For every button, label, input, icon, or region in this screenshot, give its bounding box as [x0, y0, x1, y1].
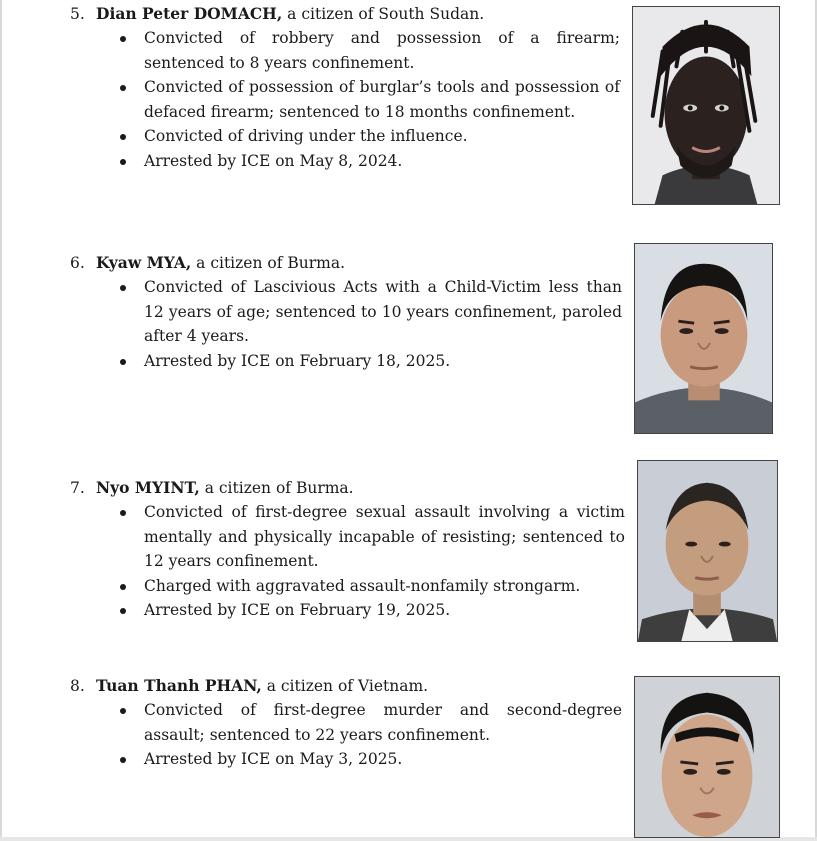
entry-heading [70, 2, 484, 26]
mugshot-photo [634, 243, 773, 434]
list-item: Convicted of first-degree sexual assault involving a victim mentally and physically incapable of resisting; sentenced to 12 years confinement. [118, 500, 625, 574]
list-item: Arrested by ICE on May 3, 2025. [118, 747, 622, 772]
citizenship-text: a citizen of South Sudan. [282, 5, 485, 23]
list-item: Convicted of robbery and possession of a firearm; sentenced to 8 years confinement. [118, 26, 620, 75]
list-item: Arrested by ICE on May 8, 2024. [118, 149, 620, 174]
person-name: Tuan Thanh PHAN, [96, 676, 262, 695]
list-item: Convicted of possession of burglar’s tools and possession of defaced firearm; sentenced to 18 months confinement. [118, 75, 620, 124]
bullet-list [118, 698, 622, 772]
entry-number: 8. [70, 677, 85, 695]
list-item: Charged with aggravated assault-nonfamily strongarm. [118, 574, 625, 599]
person-name: Dian Peter DOMACH, [96, 4, 283, 23]
entry-number: 7. [70, 479, 85, 497]
mugshot-photo [632, 6, 780, 205]
person-name: Kyaw MYA, [96, 253, 192, 272]
list-item: Convicted of first-degree murder and second-degree assault; sentenced to 22 years confinement. [118, 698, 622, 747]
entry-heading [70, 251, 345, 275]
bullet-list [118, 26, 620, 173]
bullet-list [118, 500, 625, 623]
page-edge [0, 0, 2, 841]
mugshot-photo [634, 676, 780, 838]
person-name: Nyo MYINT, [96, 478, 200, 497]
entry-number: 5. [70, 5, 85, 23]
entry-heading [70, 674, 428, 698]
citizenship-text: a citizen of Burma. [191, 254, 346, 272]
entry-heading [70, 476, 354, 500]
list-item: Convicted of Lascivious Acts with a Child-Victim less than 12 years of age; sentenced to 10 years confinement, paroled after 4 years. [118, 275, 622, 349]
citizenship-text: a citizen of Vietnam. [261, 677, 429, 695]
list-item: Arrested by ICE on February 19, 2025. [118, 598, 625, 623]
list-item: Arrested by ICE on February 18, 2025. [118, 349, 622, 374]
citizenship-text: a citizen of Burma. [199, 479, 354, 497]
bullet-list [118, 275, 622, 373]
mugshot-photo [637, 460, 778, 642]
entry-number: 6. [70, 254, 85, 272]
list-item: Convicted of driving under the influence. [118, 124, 620, 149]
